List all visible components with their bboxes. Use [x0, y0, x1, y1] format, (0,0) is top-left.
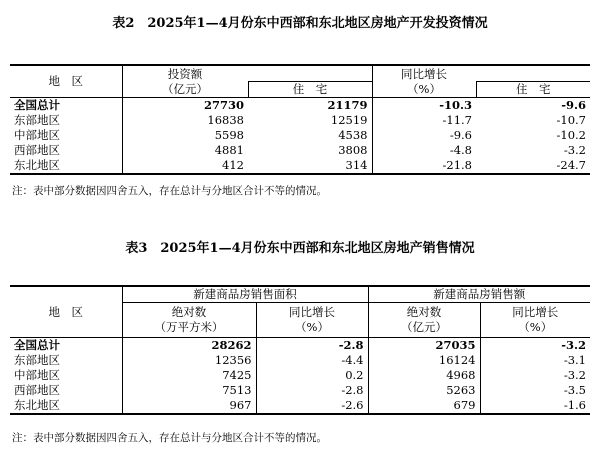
area-growth-cell: -2.8: [256, 383, 368, 398]
residential-cell: 21179: [327, 98, 368, 112]
area-cell: 12356: [122, 353, 256, 368]
table3-header-area-growth-unit: （%）: [295, 320, 329, 334]
investment-cell: 412: [122, 158, 248, 174]
table-row: [10, 338, 590, 354]
sales-cell: 4968: [368, 368, 480, 383]
growth-residential-cell: -10.2: [556, 128, 586, 142]
area-cell: 967: [122, 398, 256, 414]
table3-header-area-abs-unit: （万平方米）: [154, 320, 224, 334]
area-growth-cell: -2.6: [256, 398, 368, 414]
table3-sales: [10, 285, 590, 415]
region-cell: 全国总计: [14, 98, 60, 112]
table3-header-group-row: [10, 286, 590, 303]
residential-cell: 3808: [338, 143, 368, 157]
table3-header-sales-growth-unit: （%）: [518, 320, 553, 334]
table-row: [10, 353, 590, 368]
table2-header-growth: [372, 65, 476, 98]
table3-note: 注：表中部分数据因四舍五入，存在总计与分地区合计不等的情况。: [12, 432, 327, 444]
table2-header-growth-label: 同比增长: [401, 66, 447, 81]
sales-growth-cell: -3.5: [480, 383, 590, 398]
residential-cell: 4538: [338, 128, 368, 142]
growth-residential-cell: -3.2: [563, 143, 586, 157]
table3-title: 表3 2025年1—4月份东中西部和东北地区房地产销售情况: [125, 241, 475, 256]
table3-header-area-growth-label: 同比增长: [289, 305, 335, 319]
investment-cell: 4881: [122, 143, 248, 158]
region-cell: 中部地区: [14, 128, 60, 142]
table3-header-sales-abs-label: 绝对数: [406, 305, 442, 319]
table-row: [10, 158, 590, 174]
table-row: [10, 398, 590, 414]
growth-residential-cell: -9.6: [561, 98, 586, 112]
growth-cell: -21.8: [372, 158, 476, 174]
area-growth-cell: -4.4: [256, 353, 368, 368]
table3-header-sales-growth-label: 同比增长: [512, 305, 559, 319]
table3-header-area-abs: [122, 303, 256, 338]
table2-header-investment-unit: （亿元）: [162, 81, 208, 96]
sales-growth-cell: -3.2: [480, 368, 590, 383]
growth-residential-cell: -24.7: [476, 158, 590, 174]
growth-cell: -4.8: [372, 143, 476, 158]
sales-growth-cell: -3.2: [480, 338, 590, 354]
table2-title: 表2 2025年1—4月份东中西部和东北地区房地产开发投资情况: [112, 16, 488, 31]
area-growth-cell: -2.8: [256, 338, 368, 354]
growth-residential-cell: -10.7: [556, 113, 586, 127]
sales-cell: 5263: [368, 383, 480, 398]
area-cell: 7513: [122, 383, 256, 398]
table2-header-growth-residential: 住 宅: [476, 82, 590, 98]
table3-header-area-abs-label: 绝对数: [171, 305, 207, 319]
region-cell: 东北地区: [10, 158, 122, 174]
area-growth-cell: 0.2: [256, 368, 368, 383]
sales-cell: 27035: [368, 338, 480, 354]
table2-note: 注：表中部分数据因四舍五入，存在总计与分地区合计不等的情况。: [12, 185, 327, 197]
growth-cell: -11.7: [372, 113, 476, 128]
table-row: [10, 143, 590, 158]
region-cell: 东北地区: [10, 398, 122, 414]
table2-header-investment: [122, 65, 248, 98]
growth-cell: -10.3: [372, 98, 476, 114]
table2-header-residential: 住 宅: [248, 82, 372, 98]
sales-growth-cell: -3.1: [480, 353, 590, 368]
growth-cell: -9.6: [372, 128, 476, 143]
investment-cell: 27730: [122, 98, 248, 114]
table-row: [10, 383, 590, 398]
region-cell: 全国总计: [14, 338, 60, 352]
area-cell: 28262: [122, 338, 256, 354]
table3-header-sales-group: 新建商品房销售额: [368, 286, 590, 303]
table2-header-spacer-left: [248, 65, 372, 82]
table3-header-area-group: 新建商品房销售面积: [122, 286, 368, 303]
region-cell: 西部地区: [14, 383, 60, 397]
sales-cell: 16124: [368, 353, 480, 368]
table2-investment: [10, 64, 590, 175]
region-cell: 东部地区: [14, 353, 60, 367]
region-cell: 东部地区: [14, 113, 60, 127]
table-row: [10, 113, 590, 128]
region-cell: 中部地区: [14, 368, 60, 382]
table2-header-region: 地 区: [10, 65, 122, 98]
table-row: [10, 98, 590, 114]
region-cell: 西部地区: [14, 143, 60, 157]
table-row: [10, 368, 590, 383]
table3-header-region: 地 区: [10, 286, 122, 338]
table2-header-spacer-right: [476, 65, 590, 82]
table3-header-sales-growth: [480, 303, 590, 338]
sales-growth-cell: -1.6: [480, 398, 590, 414]
table3-header-area-growth: [256, 303, 368, 338]
residential-cell: 12519: [330, 113, 368, 127]
table2-header-growth-unit: （%）: [407, 81, 441, 96]
table2-header-row: [10, 65, 590, 82]
table3-header-sales-abs: [368, 303, 480, 338]
investment-cell: 16838: [122, 113, 248, 128]
table2-header-investment-label: 投资额: [167, 66, 203, 81]
residential-cell: 314: [248, 158, 372, 174]
sales-cell: 679: [368, 398, 480, 414]
table-row: [10, 128, 590, 143]
table3-header-sales-abs-unit: （亿元）: [401, 320, 447, 334]
investment-cell: 5598: [122, 128, 248, 143]
area-cell: 7425: [122, 368, 256, 383]
